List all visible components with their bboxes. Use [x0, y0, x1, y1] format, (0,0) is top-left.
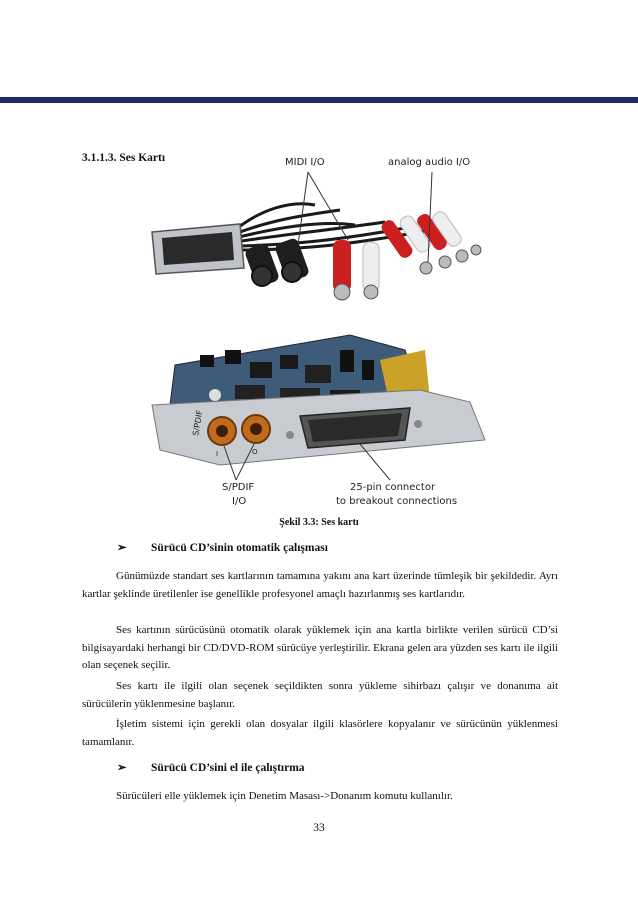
sound-card-image — [140, 150, 500, 512]
board-jack-o-label: O — [252, 448, 258, 456]
spdif-io-label-line1: S/PDIF — [222, 482, 255, 493]
bullet-arrow-icon: ➢ — [117, 542, 127, 554]
paragraph: Ses kartı ile ilgili olan seçenek seçildikten sonra yükleme sihirbazı çalışır ve donanıma ait sürücülerin yüklenmesine başlanır. — [82, 680, 558, 710]
bullet-arrow-icon: ➢ — [117, 762, 127, 774]
paragraph: Ses kartının sürücüsünü otomatik olarak yüklemek için ana kartla birlikte verilen sürücü CD’si bilgisayardaki herhangi bir CD/DVD-ROM sürücüye yerleştirilir. Ekrana gelen ara yüzden ses kartı ile ilgili olan seçenek seçilir. — [82, 624, 558, 671]
board-spdif-label: S/PDIF — [191, 409, 205, 437]
sound-card-figure — [140, 150, 500, 512]
pci-card — [152, 335, 485, 465]
header-bar — [0, 97, 638, 103]
section-1-heading-text: Sürücü CD’sinin otomatik çalışması — [151, 542, 328, 554]
paragraph: Günümüzde standart ses kartlarının tamamına yakını ana kart üzerinde tümleşik bir şekildedir. Ayrı kartlar şeklinde üretilenler ise genellikle profesyonel amaçlı hazırlanmış ses kartlarıdır. — [82, 570, 558, 600]
section-2-heading — [117, 760, 305, 774]
page-number: 33 — [313, 822, 325, 834]
section-2-heading-text: Sürücü CD’sini el ile çalıştırma — [151, 762, 305, 774]
rca-plugs — [333, 209, 481, 300]
db25-cable-connector — [152, 224, 244, 274]
connector-label-line1: 25-pin connector — [350, 482, 436, 493]
figure-caption: Şekil 3.3: Ses kartı — [279, 517, 359, 528]
section-1-heading — [117, 540, 328, 554]
board-jack-i-label: I — [216, 450, 219, 458]
midi-io-label: MIDI I/O — [285, 157, 325, 168]
section-heading: 3.1.1.3. Ses Kartı — [82, 152, 166, 164]
paragraph: İşletim sistemi için gerekli olan dosyalar ilgili klasörlere kopyalanır ve sürücünün yüklenmesi tamamlanır. — [82, 718, 558, 748]
connector-label-line2: to breakout connections — [336, 496, 458, 507]
paragraph: Sürücüleri elle yüklemek için Denetim Masası->Donanım komutu kullanılır. — [116, 790, 453, 802]
spdif-io-label-line2: I/O — [232, 496, 247, 507]
analog-audio-io-label: analog audio I/O — [388, 157, 471, 168]
